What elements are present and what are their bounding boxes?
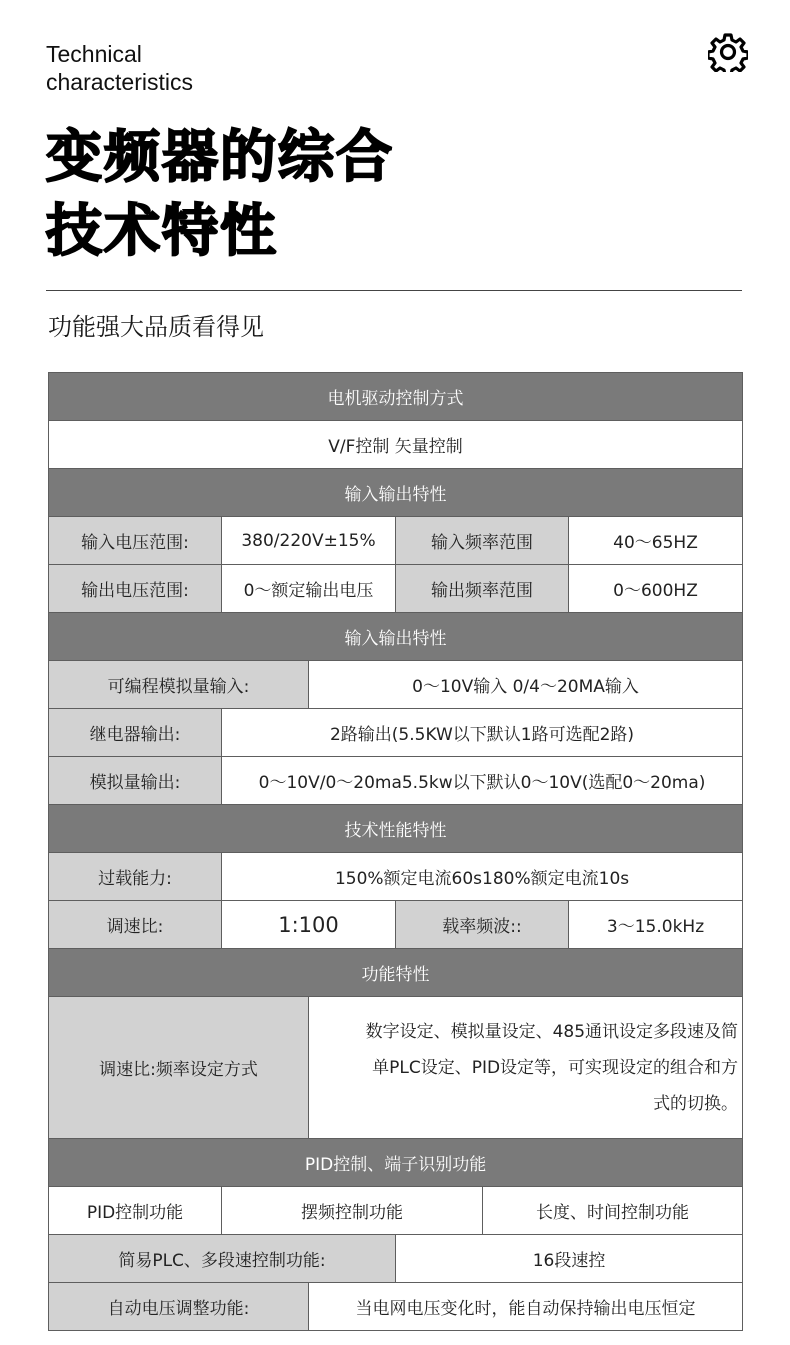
section-header-io-2: 输入输出特性 xyxy=(49,613,743,661)
divider xyxy=(46,290,742,291)
table-row xyxy=(49,517,743,565)
section-header-drive: 电机驱动控制方式 xyxy=(49,373,743,421)
frequency-setting-line1: 数字设定、模拟量设定、485通讯设定多段速及简 xyxy=(365,1021,739,1042)
plc-multispeed-value: 16段速控 xyxy=(396,1235,743,1283)
frequency-setting-value xyxy=(309,997,743,1139)
table-row xyxy=(49,661,743,709)
programmable-analog-input-value: 0～10V输入 0/4～20MA输入 xyxy=(309,661,743,709)
output-frequency-value: 0～600HZ xyxy=(569,565,743,613)
plc-multispeed-label: 简易PLC、多段速控制功能: xyxy=(49,1235,396,1283)
input-voltage-value: 380/220V±15% xyxy=(222,517,396,565)
output-voltage-label: 输出电压范围: xyxy=(49,565,222,613)
table-row xyxy=(49,421,743,469)
length-time-control-cell: 长度、时间控制功能 xyxy=(483,1187,743,1235)
table-row xyxy=(49,709,743,757)
carrier-frequency-label: 载率频波:: xyxy=(396,901,569,949)
relay-output-value: 2路输出(5.5KW以下默认1路可选配2路) xyxy=(222,709,743,757)
output-voltage-value: 0～额定输出电压 xyxy=(222,565,396,613)
analog-output-value: 0～10V/0～20ma5.5kw以下默认0～10V(选配0～20ma) xyxy=(222,757,743,805)
english-heading-line1: Technical xyxy=(46,41,142,67)
overload-label: 过载能力: xyxy=(49,853,222,901)
table-row xyxy=(49,997,743,1139)
gear-icon xyxy=(708,32,748,72)
section-row xyxy=(49,805,743,853)
frequency-setting-label: 调速比:频率设定方式 xyxy=(49,997,309,1139)
avr-value: 当电网电压变化时，能自动保持输出电压恒定 xyxy=(309,1283,743,1331)
section-row xyxy=(49,613,743,661)
input-voltage-label: 输入电压范围: xyxy=(49,517,222,565)
section-row xyxy=(49,1139,743,1187)
relay-output-label: 继电器输出: xyxy=(49,709,222,757)
section-header-io: 输入输出特性 xyxy=(49,469,743,517)
output-frequency-label: 输出频率范围 xyxy=(396,565,569,613)
drive-mode-value: V/F控制 矢量控制 xyxy=(49,421,743,469)
avr-label: 自动电压调整功能: xyxy=(49,1283,309,1331)
spec-table xyxy=(48,372,743,1331)
table-row xyxy=(49,565,743,613)
section-row xyxy=(49,949,743,997)
analog-output-label: 模拟量输出: xyxy=(49,757,222,805)
table-row xyxy=(49,853,743,901)
swing-frequency-cell: 摆频控制功能 xyxy=(222,1187,483,1235)
programmable-analog-input-label: 可编程模拟量输入: xyxy=(49,661,309,709)
page-title-line1: 变频器的综合 xyxy=(46,125,394,190)
table-row xyxy=(49,901,743,949)
section-header-pid: PID控制、端子识别功能 xyxy=(49,1139,743,1187)
table-row xyxy=(49,1187,743,1235)
table-row xyxy=(49,1283,743,1331)
frequency-setting-line3: 式的切换。 xyxy=(653,1093,739,1114)
english-heading-line2: characteristics xyxy=(46,69,193,95)
section-header-performance: 技术性能特性 xyxy=(49,805,743,853)
english-heading xyxy=(46,40,193,96)
page-title-line2: 技术特性 xyxy=(46,199,278,264)
input-frequency-value: 40～65HZ xyxy=(569,517,743,565)
table-row xyxy=(49,757,743,805)
section-header-function: 功能特性 xyxy=(49,949,743,997)
table-row xyxy=(49,1235,743,1283)
overload-value: 150%额定电流60s180%额定电流10s xyxy=(222,853,743,901)
speed-ratio-label: 调速比: xyxy=(49,901,222,949)
subtitle: 功能强大品质看得见 xyxy=(48,313,264,341)
section-row xyxy=(49,469,743,517)
carrier-frequency-value: 3～15.0kHz xyxy=(569,901,743,949)
speed-ratio-value: 1:100 xyxy=(222,901,396,949)
frequency-setting-line2: 单PLC设定、PID设定等，可实现设定的组合和方 xyxy=(372,1057,739,1078)
input-frequency-label: 输入频率范围 xyxy=(396,517,569,565)
section-row xyxy=(49,373,743,421)
pid-control-cell: PID控制功能 xyxy=(49,1187,222,1235)
